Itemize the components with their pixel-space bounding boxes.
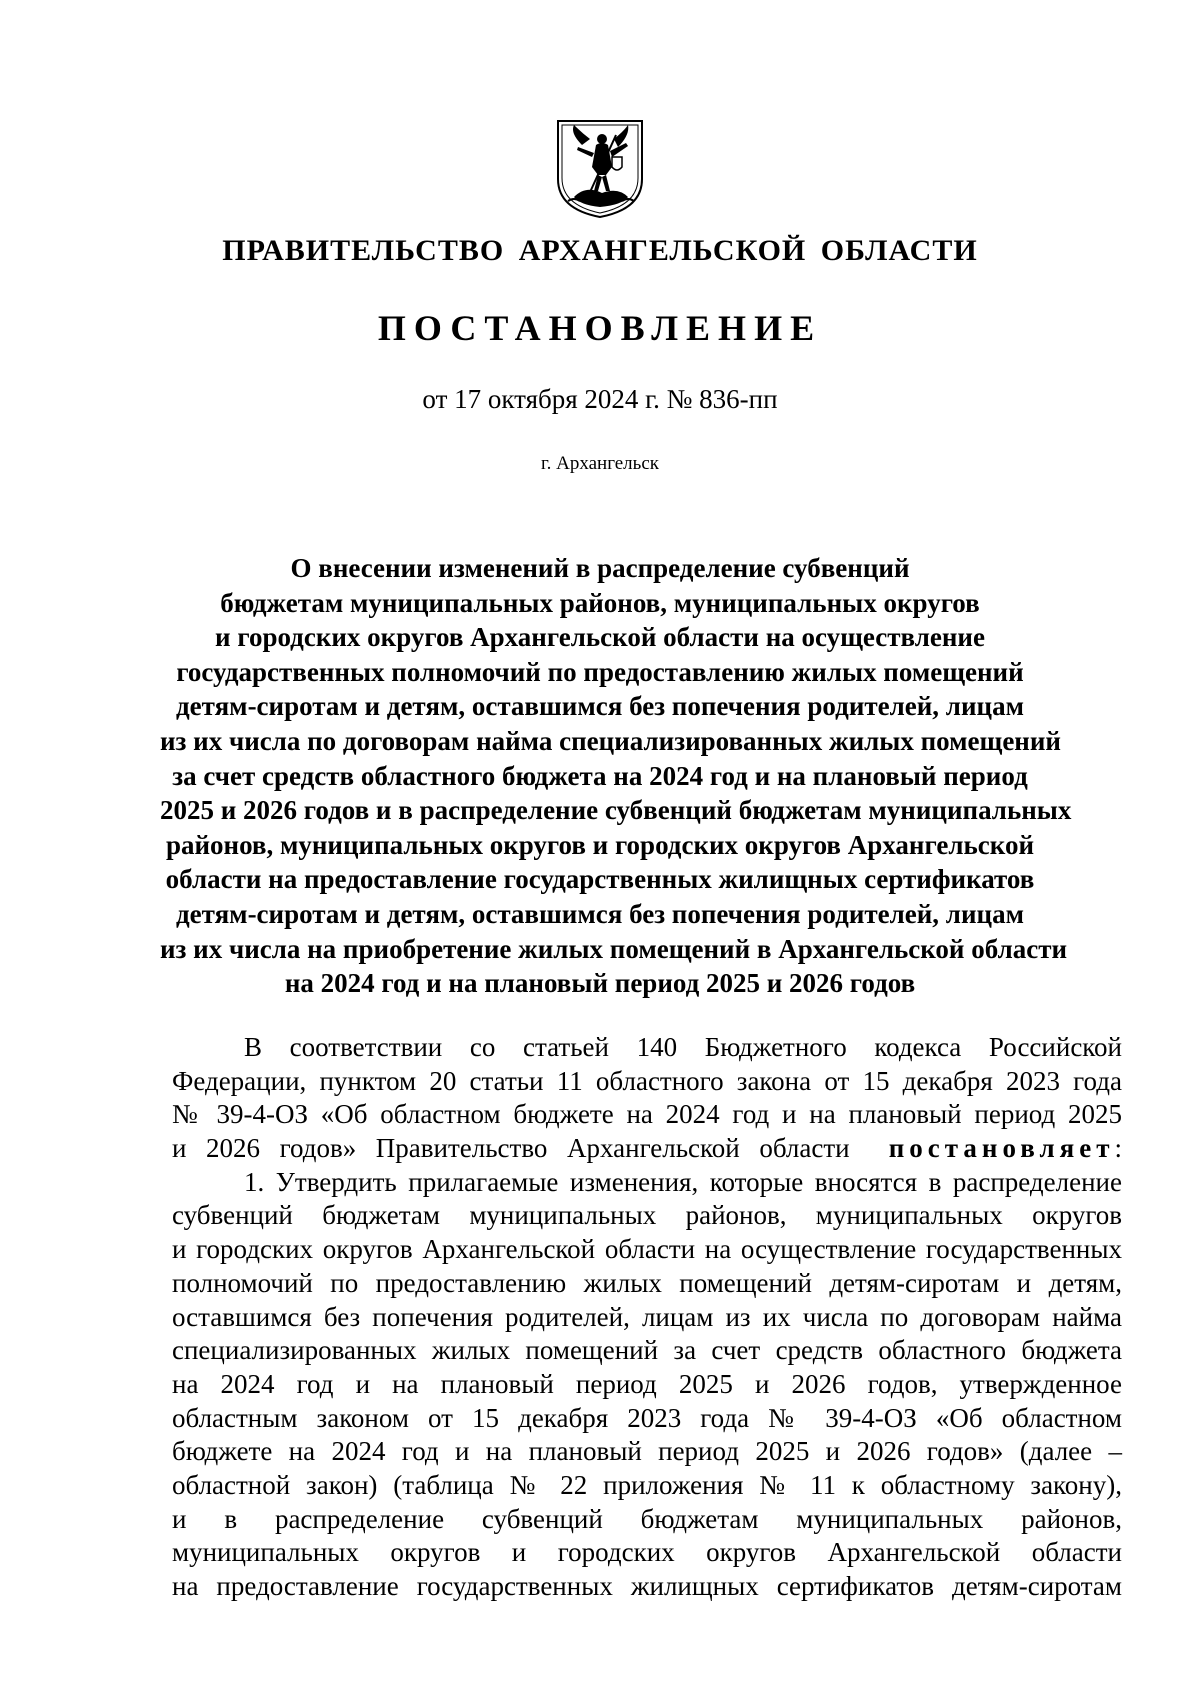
subject-line: 2025 и 2026 годов и в распределение субвенций бюджетам муниципальных (160, 795, 1072, 826)
subject-line: О внесении изменений в распределение субвенций (290, 553, 910, 583)
body-line: Федерации, пунктом 20 статьи 11 областного закона от 15 декабря 2023 года (172, 1065, 1122, 1096)
subject-line: из их числа на приобретение жилых помещений в Архангельской области (160, 933, 1068, 964)
document-type-title: ПОСТАНОВЛЕНИЕ (377, 308, 823, 348)
body-line: оставшимся без попечения родителей, лицам из их числа по договорам найма (172, 1301, 1122, 1332)
body-line: полномочий по предоставлению жилых помещений детям-сиротам и детям, (172, 1267, 1122, 1298)
resolves-colon: : (1114, 1133, 1123, 1164)
document-body (172, 1031, 1122, 1604)
body-line: субвенций бюджетам муниципальных районов, муниципальных округов (172, 1200, 1122, 1231)
body-line: № 39-4-ОЗ «Об областном бюджете на 2024 год и на плановый период 2025 (172, 1099, 1122, 1130)
subject-line: бюджетам муниципальных районов, муниципальных округов (220, 587, 980, 618)
document-date-number: от 17 октября 2024 г. № 836-пп (422, 384, 778, 414)
body-line: и городских округов Архангельской области на осуществление государственных (172, 1234, 1122, 1265)
subject-line: детям-сиротам и детям, оставшимся без попечения родителей, лицам (176, 691, 1024, 722)
body-line: В соответствии со статьей 140 Бюджетного кодекса Российской (244, 1032, 1122, 1062)
document-subject (160, 551, 1072, 1001)
body-line: бюджете на 2024 год и на плановый период 2025 и 2026 годов» (далее – (172, 1436, 1122, 1467)
body-line: специализированных жилых помещений за счет средств областного бюджета (172, 1335, 1122, 1366)
body-line: и в распределение субвенций бюджетам муниципальных районов, (172, 1503, 1122, 1534)
subject-line: и городских округов Архангельской области на осуществление (215, 622, 985, 653)
subject-line: районов, муниципальных округов и городских округов Архангельской (165, 829, 1035, 860)
resolves-word: постановляет (888, 1133, 1115, 1164)
body-line: областным законом от 15 декабря 2023 года № 39-4-ОЗ «Об областном (172, 1402, 1122, 1433)
body-line: на предоставление государственных жилищных сертификатов детям-сиротам (172, 1571, 1122, 1601)
document-city: г. Архангельск (540, 453, 659, 474)
body-line: областной закон) (таблица № 22 приложения № 11 к областному закону), (172, 1469, 1122, 1500)
subject-line: из их числа по договорам найма специализированных жилых помещений (160, 725, 1061, 756)
subject-line: за счет средств областного бюджета на 2024 год и на плановый период (172, 760, 1028, 791)
subject-line: государственных полномочий по предоставлению жилых помещений (176, 656, 1024, 687)
body-line: муниципальных округов и городских округов Архангельской области (172, 1537, 1122, 1568)
coat-of-arms-icon (552, 117, 648, 219)
subject-line: области на предоставление государственных жилищных сертификатов (165, 864, 1035, 895)
subject-line: на 2024 год и на плановый период 2025 и 2026 годов (284, 968, 916, 999)
body-line: 1. Утвердить прилагаемые изменения, которые вносятся в распределение (244, 1166, 1122, 1197)
body-line (172, 1132, 1122, 1166)
body-line: на 2024 год и на плановый период 2025 и 2026 годов, утвержденное (172, 1368, 1122, 1399)
preamble-last-text: и 2026 годов» Правительство Архангельской области (172, 1133, 850, 1164)
subject-line: детям-сиротам и детям, оставшимся без попечения родителей, лицам (176, 898, 1024, 929)
government-title: ПРАВИТЕЛЬСТВО АРХАНГЕЛЬСКОЙ ОБЛАСТИ (222, 234, 978, 267)
